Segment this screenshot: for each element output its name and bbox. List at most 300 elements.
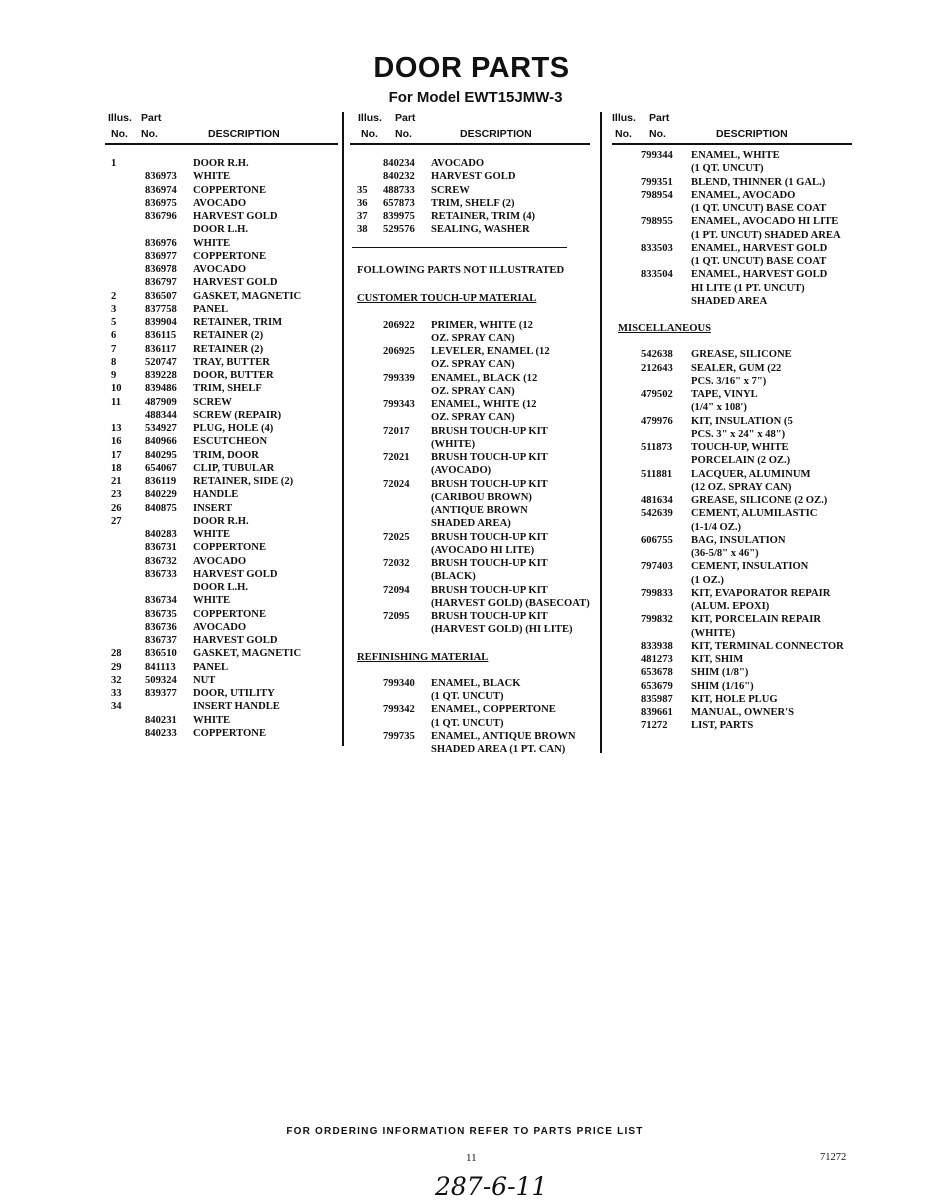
part-description: COPPERTONE xyxy=(193,727,267,739)
part-number: 836731 xyxy=(145,542,177,554)
table-row xyxy=(105,555,340,568)
part-description: INSERT xyxy=(193,502,233,514)
part-description: WHITE xyxy=(193,595,231,607)
table-row xyxy=(350,197,595,210)
part-description: DOOR L.H. xyxy=(193,582,249,593)
illus-number: 8 xyxy=(111,356,117,368)
part-description: HI LITE (1 PT. UNCUT) xyxy=(691,282,805,294)
part-number: 839904 xyxy=(145,317,177,328)
part-description: ENAMEL, BLACK xyxy=(431,677,521,689)
part-description: KIT, TERMINAL CONNECTOR xyxy=(691,640,844,652)
part-number: 840231 xyxy=(145,714,177,726)
table-row xyxy=(612,428,852,441)
table-row xyxy=(612,202,852,215)
part-description: ENAMEL, AVOCADO xyxy=(691,189,796,201)
part-description: (ALUM. EPOXI) xyxy=(691,601,770,612)
part-description: AVOCADO xyxy=(193,555,247,567)
table-row xyxy=(612,468,852,481)
part-description: BRUSH TOUCH-UP KIT xyxy=(431,531,548,543)
part-description: BAG, INSULATION xyxy=(691,534,786,546)
document-number: 71272 xyxy=(820,1152,847,1163)
part-description: WHITE xyxy=(193,529,231,540)
part-description: LACQUER, ALUMINUM xyxy=(691,468,811,480)
column-divider xyxy=(600,112,602,753)
illus-number: 38 xyxy=(357,224,368,236)
part-description: ENAMEL, HARVEST GOLD xyxy=(691,269,828,281)
part-number: 488344 xyxy=(145,409,177,421)
table-row xyxy=(105,488,340,501)
table-row xyxy=(612,162,852,175)
illus-number: 29 xyxy=(111,661,122,673)
part-description: KIT, HOLE PLUG xyxy=(691,693,778,705)
table-row xyxy=(105,210,340,223)
part-description: HARVEST GOLD xyxy=(193,568,278,580)
illus-number: 3 xyxy=(111,303,117,315)
table-row xyxy=(105,290,340,303)
parts-list xyxy=(350,157,595,756)
part-description: ENAMEL, WHITE (12 xyxy=(431,399,537,410)
table-row xyxy=(612,441,852,454)
part-description: (BLACK) xyxy=(431,571,476,583)
part-number: 798955 xyxy=(641,216,673,228)
part-description: SHADED AREA xyxy=(691,295,768,307)
part-number: 488733 xyxy=(383,184,415,196)
illus-number: 9 xyxy=(111,370,117,381)
part-description: (1 PT. UNCUT) SHADED AREA xyxy=(691,229,841,241)
part-description: HARVEST GOLD xyxy=(193,635,278,646)
part-description: SEALER, GUM (22 xyxy=(691,362,782,374)
part-number: 841113 xyxy=(145,661,176,673)
part-number: 836510 xyxy=(145,648,177,660)
part-description: PRIMER, WHITE (12 xyxy=(431,319,533,331)
table-row xyxy=(612,268,852,281)
part-number: 836796 xyxy=(145,211,177,222)
header-no: No. xyxy=(615,128,632,140)
part-number: 840283 xyxy=(145,529,177,540)
part-number: 72094 xyxy=(383,584,410,596)
part-description: ENAMEL, WHITE xyxy=(691,150,780,161)
table-row xyxy=(612,666,852,679)
part-number: 481634 xyxy=(641,495,673,506)
model-subtitle: For Model EWT15JMW-3 xyxy=(388,89,563,106)
table-row xyxy=(105,700,340,713)
header-rule xyxy=(350,143,590,145)
part-number: 653678 xyxy=(641,667,673,679)
part-number: 206925 xyxy=(383,346,415,357)
table-row xyxy=(350,372,595,385)
part-number: 833503 xyxy=(641,242,673,254)
table-row xyxy=(612,680,852,693)
part-description: KIT, SHIM xyxy=(691,654,744,665)
part-description: PANEL xyxy=(193,303,229,315)
header-part: Part xyxy=(395,112,416,124)
part-description: GASKET, MAGNETIC xyxy=(193,290,302,302)
table-row xyxy=(105,197,340,210)
table-row xyxy=(612,481,852,494)
column-header xyxy=(612,112,852,146)
table-row xyxy=(105,714,340,727)
table-row xyxy=(350,690,595,703)
part-number: 799343 xyxy=(383,399,415,410)
table-row xyxy=(612,242,852,255)
part-description: PORCELAIN (2 OZ.) xyxy=(691,455,791,467)
part-description: TRIM, DOOR xyxy=(193,449,259,461)
part-description: (AVOCADO) xyxy=(431,465,492,477)
part-number: 799351 xyxy=(641,176,673,188)
table-row xyxy=(612,613,852,626)
part-description: HARVEST GOLD xyxy=(431,171,516,183)
header-part: Part xyxy=(649,112,670,124)
part-number: 840234 xyxy=(383,158,415,169)
illus-number: 16 xyxy=(111,436,122,448)
part-number: 481273 xyxy=(641,654,673,665)
table-row xyxy=(105,422,340,435)
table-row xyxy=(105,647,340,660)
header-description: DESCRIPTION xyxy=(716,128,788,140)
part-description: PCS. 3" x 24" x 48") xyxy=(691,428,786,440)
part-number: 511881 xyxy=(641,468,673,480)
table-row xyxy=(350,570,595,583)
part-description: AVOCADO xyxy=(193,197,247,209)
table-row xyxy=(612,627,852,640)
parts-column xyxy=(612,112,852,732)
table-row xyxy=(105,396,340,409)
part-description: (1 QT. UNCUT) xyxy=(691,163,764,175)
table-row xyxy=(105,223,340,236)
part-description: OZ. SPRAY CAN) xyxy=(431,385,515,397)
part-number: 509324 xyxy=(145,674,177,686)
table-row xyxy=(105,276,340,289)
part-number: 797403 xyxy=(641,561,673,573)
part-number: 836736 xyxy=(145,621,177,633)
table-row xyxy=(350,584,595,597)
table-row xyxy=(105,541,340,554)
table-row xyxy=(612,362,852,375)
part-description: SHADED AREA (1 PT. CAN) xyxy=(431,744,566,755)
part-description: (1/4" x 108') xyxy=(691,402,747,414)
illus-number: 11 xyxy=(111,396,122,408)
part-number: 799339 xyxy=(383,372,415,384)
part-description: BRUSH TOUCH-UP KIT xyxy=(431,558,548,569)
part-description: AVOCADO xyxy=(193,264,247,275)
part-number: 534927 xyxy=(145,423,177,434)
table-row xyxy=(105,316,340,329)
part-number: 833938 xyxy=(641,640,673,652)
handwritten-note: 287-6-11 xyxy=(435,1172,548,1201)
part-number: 839661 xyxy=(641,707,673,718)
part-description: (HARVEST GOLD) (HI LITE) xyxy=(431,624,573,636)
table-row xyxy=(350,385,595,398)
illus-number: 36 xyxy=(357,197,368,209)
part-description: SHIM (1/16") xyxy=(691,680,754,692)
part-description: CLIP, TUBULAR xyxy=(193,462,275,474)
part-description: RETAINER, SIDE (2) xyxy=(193,476,294,487)
header-illus: Illus. xyxy=(358,112,382,124)
part-description: (AVOCADO HI LITE) xyxy=(431,544,535,556)
part-description: (36-5/8" x 46") xyxy=(691,548,759,559)
part-description: (1 QT. UNCUT) xyxy=(431,691,504,702)
table-row xyxy=(105,594,340,607)
part-description: DOOR, UTILITY xyxy=(193,688,275,699)
section-rule xyxy=(352,247,567,249)
header-illus: Illus. xyxy=(612,112,636,124)
part-number: 836978 xyxy=(145,264,177,275)
table-row xyxy=(105,687,340,700)
table-row xyxy=(105,184,340,197)
ordering-footer: FOR ORDERING INFORMATION REFER TO PARTS PRICE LIST xyxy=(286,1126,644,1137)
table-row xyxy=(612,640,852,653)
table-row xyxy=(105,634,340,647)
part-number: 654067 xyxy=(145,462,177,474)
part-description: (1 QT. UNCUT) BASE COAT xyxy=(691,203,827,214)
part-description: COPPERTONE xyxy=(193,250,267,262)
part-description: BRUSH TOUCH-UP KIT xyxy=(431,425,548,437)
part-number: 836737 xyxy=(145,635,177,646)
header-no: No. xyxy=(361,128,378,140)
part-description: HARVEST GOLD xyxy=(193,277,278,289)
table-row xyxy=(350,319,595,332)
part-number: 836119 xyxy=(145,476,177,487)
part-number: 836733 xyxy=(145,568,177,580)
part-number: 799735 xyxy=(383,730,415,742)
table-row xyxy=(105,303,340,316)
table-row xyxy=(612,560,852,573)
part-description: PANEL xyxy=(193,661,229,673)
illus-number: 17 xyxy=(111,449,122,461)
page-number: 11 xyxy=(466,1152,477,1164)
part-number: 839486 xyxy=(145,383,177,395)
part-description: BRUSH TOUCH-UP KIT xyxy=(431,584,548,596)
illus-number: 10 xyxy=(111,383,122,395)
table-row xyxy=(105,502,340,515)
part-description: TRIM, SHELF (2) xyxy=(431,197,515,209)
table-row xyxy=(350,504,595,517)
table-row xyxy=(105,528,340,541)
part-description: SEALING, WASHER xyxy=(431,224,530,236)
part-description: (HARVEST GOLD) (BASECOAT) xyxy=(431,597,590,609)
table-row xyxy=(350,438,595,451)
table-row xyxy=(105,475,340,488)
table-row xyxy=(105,621,340,634)
table-row xyxy=(612,348,852,361)
part-description: AVOCADO xyxy=(431,158,485,169)
part-description: (1 QT. UNCUT) BASE COAT xyxy=(691,256,827,267)
part-number: 72025 xyxy=(383,531,410,543)
part-number: 833504 xyxy=(641,269,673,281)
table-row xyxy=(350,170,595,183)
part-description: (1 QT. UNCUT) xyxy=(431,717,504,729)
table-row xyxy=(350,544,595,557)
part-description: (WHITE) xyxy=(431,438,476,450)
part-number: 839975 xyxy=(383,211,415,222)
illus-number: 28 xyxy=(111,648,122,660)
part-description: BLEND, THINNER (1 GAL.) xyxy=(691,176,826,188)
part-number: 212643 xyxy=(641,362,673,374)
illus-number: 6 xyxy=(111,330,117,342)
table-row xyxy=(612,521,852,534)
part-description: BRUSH TOUCH-UP KIT xyxy=(431,452,548,463)
header-description: DESCRIPTION xyxy=(208,128,280,140)
part-number: 520747 xyxy=(145,356,177,368)
header-no: No. xyxy=(395,128,412,140)
part-number: 836797 xyxy=(145,277,177,289)
illus-number: 33 xyxy=(111,688,122,699)
part-description: LIST, PARTS xyxy=(691,720,754,732)
part-description: TRAY, BUTTER xyxy=(193,356,270,368)
part-description: RETAINER, TRIM xyxy=(193,317,283,328)
part-number: 836974 xyxy=(145,184,177,196)
table-row xyxy=(612,653,852,666)
not-illustrated-note: FOLLOWING PARTS NOT ILLUSTRATED xyxy=(357,265,565,276)
part-number: 839377 xyxy=(145,688,177,699)
part-description: TOUCH-UP, WHITE xyxy=(691,442,789,453)
part-number: 799344 xyxy=(641,150,673,161)
illus-number: 21 xyxy=(111,476,122,487)
part-number: 72021 xyxy=(383,452,410,463)
part-description: ENAMEL, AVOCADO HI LITE xyxy=(691,216,839,228)
illus-number: 35 xyxy=(357,184,368,196)
part-description: (12 OZ. SPRAY CAN) xyxy=(691,481,792,493)
header-no: No. xyxy=(111,128,128,140)
part-description: COPPERTONE xyxy=(193,542,267,554)
part-number: 479502 xyxy=(641,389,673,400)
table-row xyxy=(105,356,340,369)
part-description: ENAMEL, ANTIQUE BROWN xyxy=(431,730,576,742)
table-row xyxy=(105,568,340,581)
part-number: 836117 xyxy=(145,343,177,355)
header-no: No. xyxy=(649,128,666,140)
part-description: RETAINER (2) xyxy=(193,330,264,342)
part-description: KIT, EVAPORATOR REPAIR xyxy=(691,587,831,599)
part-description: HANDLE xyxy=(193,489,239,501)
table-row xyxy=(350,597,595,610)
part-description: SHADED AREA) xyxy=(431,518,511,530)
illus-number: 32 xyxy=(111,674,122,686)
table-row xyxy=(350,677,595,690)
part-description: SCREW xyxy=(193,396,232,408)
table-row xyxy=(612,693,852,706)
part-number: 606755 xyxy=(641,534,673,546)
part-description: ENAMEL, BLACK (12 xyxy=(431,372,538,384)
part-description: CEMENT, ALUMILASTIC xyxy=(691,508,818,520)
part-number: 799833 xyxy=(641,587,673,599)
part-number: 529576 xyxy=(383,224,415,236)
table-row xyxy=(612,534,852,547)
table-row xyxy=(612,494,852,507)
table-row xyxy=(105,250,340,263)
part-number: 836734 xyxy=(145,595,177,607)
table-row xyxy=(350,157,595,170)
part-number: 206922 xyxy=(383,319,415,331)
part-number: 542639 xyxy=(641,508,673,520)
table-row xyxy=(612,600,852,613)
part-description: CEMENT, INSULATION xyxy=(691,561,809,573)
part-description: TAPE, VINYL xyxy=(691,389,758,400)
part-description: WHITE xyxy=(193,237,231,249)
table-row xyxy=(350,743,595,756)
part-description: INSERT HANDLE xyxy=(193,701,280,713)
part-description: KIT, PORCELAIN REPAIR xyxy=(691,614,821,626)
part-number: 836735 xyxy=(145,608,177,620)
part-description: WHITE xyxy=(193,171,231,183)
part-description: TRIM, SHELF xyxy=(193,383,262,395)
part-description: DOOR, BUTTER xyxy=(193,370,274,381)
part-number: 840233 xyxy=(145,727,177,739)
table-row xyxy=(105,409,340,422)
table-row xyxy=(350,451,595,464)
table-row xyxy=(612,215,852,228)
table-row xyxy=(105,515,340,528)
part-description: BRUSH TOUCH-UP KIT xyxy=(431,478,548,490)
table-row xyxy=(612,388,852,401)
table-row xyxy=(105,329,340,342)
table-row xyxy=(105,382,340,395)
illus-number: 1 xyxy=(111,158,117,169)
header-no: No. xyxy=(141,128,158,140)
table-row xyxy=(350,184,595,197)
part-number: 72024 xyxy=(383,478,410,490)
page-title: DOOR PARTS xyxy=(373,52,570,84)
table-row xyxy=(612,401,852,414)
table-row xyxy=(105,608,340,621)
table-row xyxy=(612,454,852,467)
table-row xyxy=(105,263,340,276)
column-header xyxy=(350,112,595,146)
part-number: 72032 xyxy=(383,558,410,569)
table-row xyxy=(105,435,340,448)
table-row xyxy=(612,415,852,428)
part-description: COPPERTONE xyxy=(193,608,267,620)
part-description: DOOR R.H. xyxy=(193,515,249,527)
section-heading: MISCELLANEOUS xyxy=(618,323,712,334)
table-row xyxy=(105,581,340,594)
table-row xyxy=(105,170,340,183)
table-row xyxy=(612,149,852,162)
illus-number: 18 xyxy=(111,462,122,474)
table-row xyxy=(105,674,340,687)
column-header xyxy=(105,112,340,146)
part-description: (1 OZ.) xyxy=(691,574,724,586)
part-description: RETAINER, TRIM (4) xyxy=(431,211,536,222)
table-row xyxy=(350,411,595,424)
table-row xyxy=(350,398,595,411)
part-number: 840229 xyxy=(145,489,177,501)
part-description: GASKET, MAGNETIC xyxy=(193,648,302,660)
table-row xyxy=(350,223,595,236)
part-description: WHITE xyxy=(193,714,231,726)
part-number: 799340 xyxy=(383,677,415,689)
part-description: COPPERTONE xyxy=(193,184,267,196)
part-number: 836115 xyxy=(145,330,177,342)
table-row xyxy=(105,369,340,382)
table-row xyxy=(350,703,595,716)
part-number: 799832 xyxy=(641,614,673,626)
table-row xyxy=(350,517,595,530)
table-row xyxy=(105,237,340,250)
part-description: AVOCADO xyxy=(193,621,247,633)
part-description: BRUSH TOUCH-UP KIT xyxy=(431,611,548,622)
table-row xyxy=(612,255,852,268)
part-description: ENAMEL, COPPERTONE xyxy=(431,704,556,716)
table-row xyxy=(105,449,340,462)
part-description: DOOR L.H. xyxy=(193,224,249,236)
header-illus: Illus. xyxy=(108,112,132,124)
part-number: 840295 xyxy=(145,449,177,461)
part-number: 836977 xyxy=(145,250,177,262)
table-row xyxy=(105,343,340,356)
part-description: RETAINER (2) xyxy=(193,343,264,355)
part-number: 799342 xyxy=(383,704,415,716)
